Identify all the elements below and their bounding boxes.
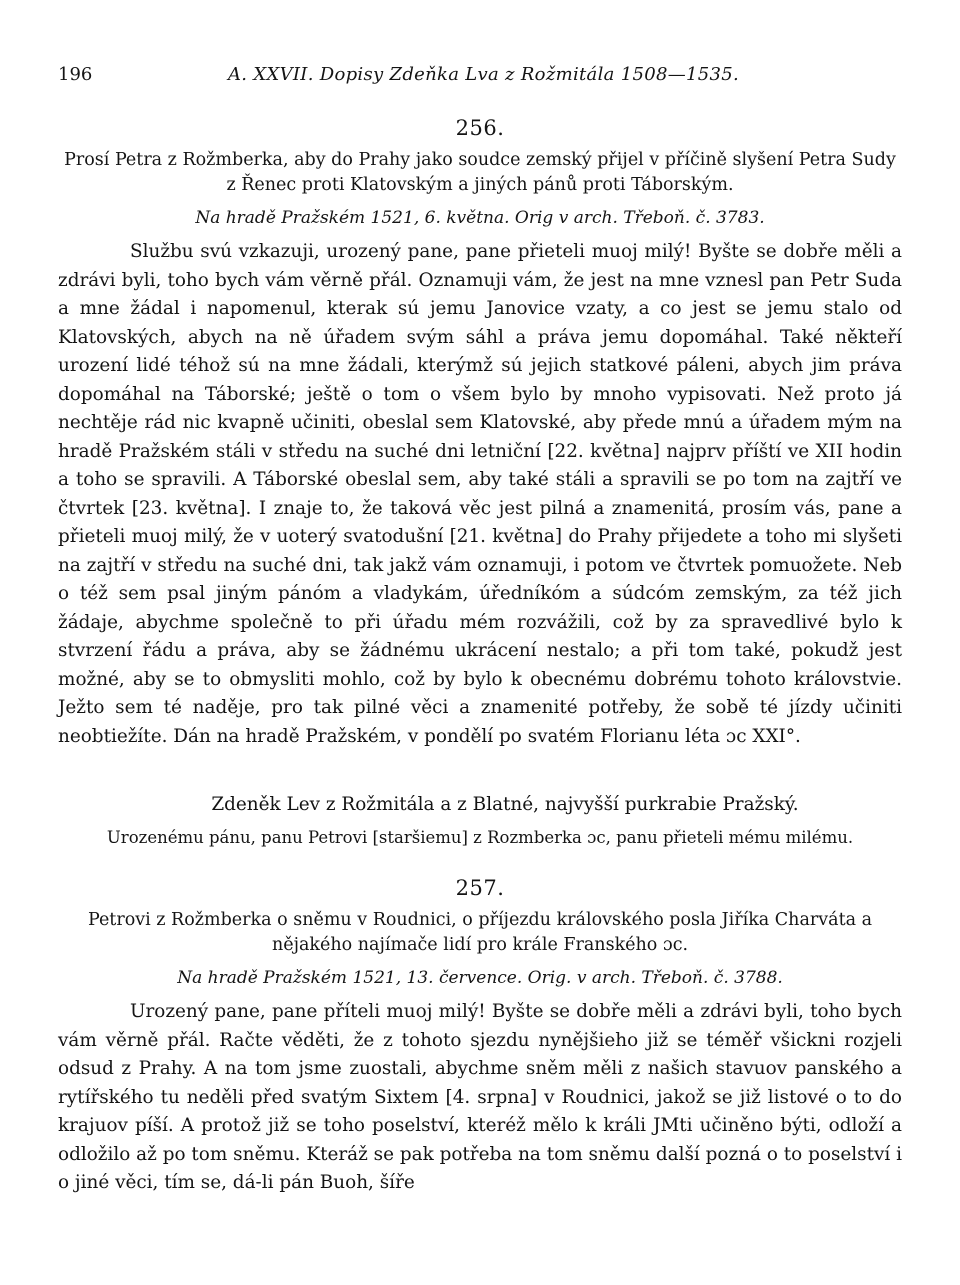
letter-body: Urozený pane, pane příteli muoj milý! Byšte se dobře měli a zdrávi byli, toho bych vám věrně přál. Račte věděti, že z tohoto sjezdu nynějšieho již se téměř všickni rozjeli odsud z Prahy. A na tom jsme zuostali, abychme sněm měli z našich stavuov panského a rytířského tu neděli před svatým Sixtem [4. srpna] v Roudnici, jakož se již listové o to do krajuov píší. A protož již se toho poselství, kteréž mělo k králi JMti učiněno býti, odloží a odložilo až po tom sněmu. Kteráž se pak potřeba na tom sněmu další pozná o to poselství i o jiné věci, tím se, dá-li pán Buoh, šíře [58, 1001, 902, 1193]
letter-body: Službu svú vzkazuji, urozený pane, pane přieteli muoj milý! Byšte se dobře měli a zdrávi byli, toho bych vám věrně přál. Oznamuji vám, že jest na mne vznesl pan Petr Suda a mne žádal i napomenul, kterak sú jemu Janovice vzaty, a co jest se jemu stalo od Klatovských, abych na ně úřadem svým sáhl a práva jemu dopomáhal. Také někteří urození lidé téhož sú na mne žádali, kterýmž sú jejich statkové páleni, abych jim práva dopomáhal na Táborské; ještě o tom o všem bylo by mnoho vypisovati. Než proto já nechtěje rád nic kvapně učiniti, obeslal sem Klatovské, aby přede mnú a úřadem mým na hradě Pražském stáli v středu na suché dni letniční [22. května] najprv příští ve XII hodin a toho se spravili. A Táborské obeslal sem, aby také stáli a spravili se po tom na zajtří ve čtvrtek [23. května]. I znaje to, že taková věc jest pilná a znamenitá, prosím vás, pane a přieteli muoj milý, že v uoterý svatodušní [21. května] do Prahy přijedete a toho mi slyšeti na zajtří v středu na suché dni, tak jakž vám oznamuji, i potom ve čtvrtek pomuožete. Neb o též sem psal jiným pánóm a vladykám, úředníkóm a súdcóm zemským, za též jich žádaje, abychme společně to při úřadu mém rozvážili, což by za spravedlivé bylo k stvrzení řádu a práva, aby se žádnému ukrácení nestalo; a při tom také, pokudž jest možné, aby se to obmysliti mohlo, což by bylo k obecnému dobrému tohoto královstvie. Ježto sem té naděje, pro tak pilné věci a znamenité potřeby, že sobě té jízdy učiniti neobtiežíte. Dán na hradě Pražském, v pondělí po svatém Florianu léta ɔc XXI°. [58, 241, 902, 747]
running-head [58, 64, 902, 90]
letter-address: Urozenému pánu, panu Petrovi [staršiemu] z Rozmberka ɔc, panu přieteli mému milému. [106, 828, 854, 847]
letter-dating: Na hradě Pražském 1521, 13. července. Orig. v arch. Třeboň. č. 3788. [177, 968, 783, 988]
letter-signature: Zdeněk Lev z Rožmitála a z Blatné, najvyšší purkrabie Pražský. [211, 794, 799, 815]
letter-regest: Petrovi z Rožmberka o sněmu v Roudnici, o příjezdu královského posla Jiříka Charváta a nějakého najímače lidí pro krále Franského ɔc. [87, 910, 873, 955]
running-head-title: A. XXVII. Dopisy Zdeňka Lva z Rožmitála 1508—1535. [228, 64, 740, 85]
page-number: 196 [58, 64, 93, 85]
letter-dating: Na hradě Pražském 1521, 6. května. Orig v arch. Třeboň. č. 3783. [195, 208, 765, 228]
letter-regest: Prosí Petra z Rožmberka, aby do Prahy jako soudce zemský přijel v příčině slyšení Petra Sudy z Řenec proti Klatovským a jiných pánů proti Táborským. [64, 150, 896, 195]
letter-number: 257. [455, 876, 505, 900]
letter-number: 256. [455, 116, 505, 140]
